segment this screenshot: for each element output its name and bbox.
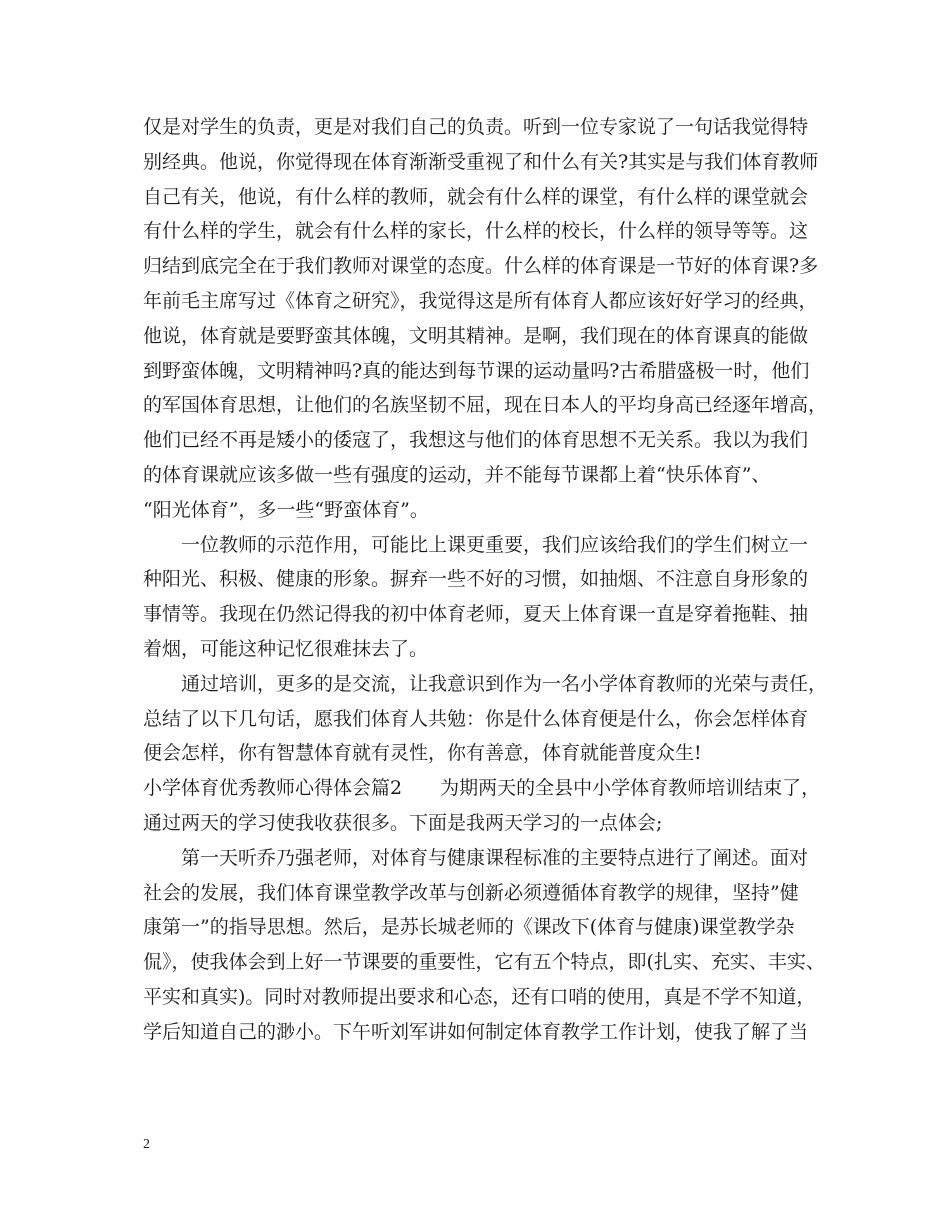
text-line: 一位教师的示范作用，可能比上课更重要，我们应该给我们的学生们树立一 xyxy=(181,533,809,556)
text-line: 第一天听乔乃强老师，对体育与健康课程标准的主要特点进行了阐述。面对 xyxy=(181,846,809,869)
text-line: 着烟，可能这种记忆很难抹去了。 xyxy=(143,637,429,660)
text-line: 小学体育优秀教师心得体会篇2 为期两天的全县中小学体育教师培训结束了， xyxy=(143,777,821,800)
document-body xyxy=(143,110,828,1050)
page-number: 2 xyxy=(143,1137,150,1152)
text-line: “阳光体育”，多一些“野蛮体育”。 xyxy=(143,498,429,521)
text-line: 社会的发展，我们体育课堂教学改革与创新必须遵循体育教学的规律，坚持”健 xyxy=(143,881,799,904)
text-line: 通过培训，更多的是交流，让我意识到作为一名小学体育教师的光荣与责任， xyxy=(181,672,828,695)
text-line: 有什么样的学生，就会有什么样的家长，什么样的校长，什么样的领导等等。这 xyxy=(143,220,809,243)
text-line: 侃》，使我体会到上好一节课要的重要性，它有五个特点，即(扎实、充实、丰实、 xyxy=(143,951,825,974)
text-line: 平实和真实)。同时对教师提出要求和心态，还有口哨的使用，真是不学不知道， xyxy=(143,985,816,1008)
text-line: 他说，体育就是要野蛮其体魄，文明其精神。是啊，我们现在的体育课真的能做 xyxy=(143,324,809,347)
text-line: 通过两天的学习使我收获很多。下面是我两天学习的一点体会; xyxy=(143,811,663,834)
text-line: 总结了以下几句话，愿我们体育人共勉：你是什么体育便是什么，你会怎样体育 xyxy=(143,707,809,730)
text-line: 到野蛮体魄，文明精神吗?真的能达到每节课的运动量吗?古希腊盛极一时，他们 xyxy=(143,359,810,382)
text-line: 的体育课就应该多做一些有强度的运动，并不能每节课都上着“快乐体育”、 xyxy=(143,463,771,486)
text-line: 他们已经不再是矮小的倭寇了，我想这与他们的体育思想不无关系。我以为我们 xyxy=(143,429,809,452)
text-line: 便会怎样，你有智慧体育就有灵性，你有善意，体育就能普度众生! xyxy=(143,742,702,765)
text-line: 自己有关，他说，有什么样的教师，就会有什么样的课堂，有什么样的课堂就会 xyxy=(143,185,809,208)
text-line: 仅是对学生的负责，更是对我们自己的负责。听到一位专家说了一句话我觉得特 xyxy=(143,116,809,138)
text-line: 康第一”的指导思想。然后，是苏长城老师的《课改下(体育与健康)课堂教学杂 xyxy=(143,916,795,939)
text-line: 种阳光、积极、健康的形象。摒弃一些不好的习惯，如抽烟、不注意自身形象的 xyxy=(143,568,809,591)
text-line: 年前毛主席写过《体育之研究》，我觉得这是所有体育人都应该好好学习的经典， xyxy=(143,289,818,312)
text-line: 归结到底完全在于我们教师对课堂的态度。什么样的体育课是一节好的体育课?多 xyxy=(143,255,819,278)
text-line: 学后知道自己的渺小。下午听刘军讲如何制定体育教学工作计划，使我了解了当 xyxy=(143,1020,809,1043)
text-line: 别经典。他说，你觉得现在体育渐渐受重视了和什么有关?其实是与我们体育教师 xyxy=(143,150,819,173)
text-line: 的军国体育思想，让他们的名族坚韧不屈，现在日本人的平均身高已经逐年增高， xyxy=(143,394,828,417)
text-line: 事情等。我现在仍然记得我的初中体育老师，夏天上体育课一直是穿着拖鞋、抽 xyxy=(143,603,809,626)
